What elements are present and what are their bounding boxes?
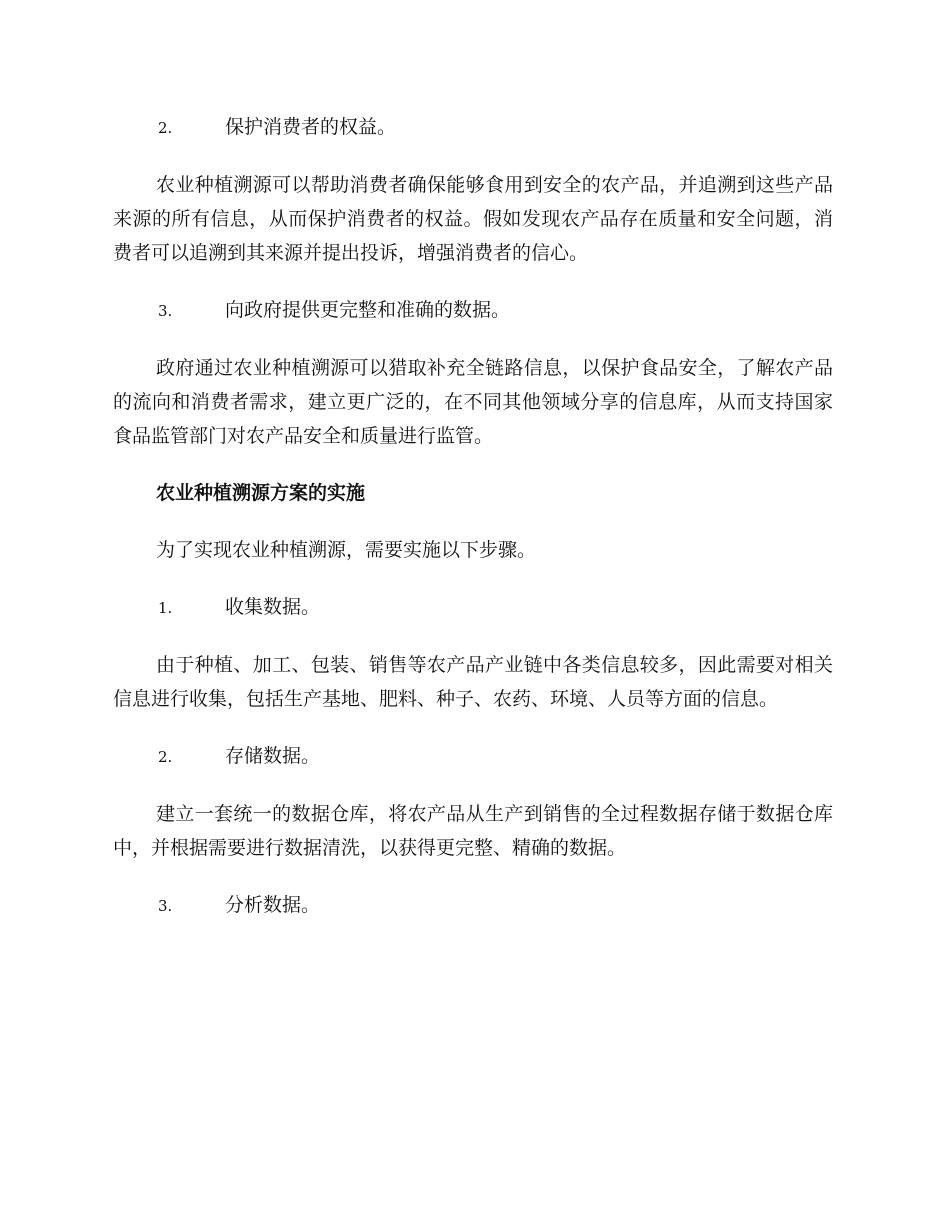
paragraph: 政府通过农业种植溯源可以猎取补充全链路信息，以保护食品安全，了解农产品的流向和消费者需求，建立更广泛的，在不同其他领域分享的信息库，从而支持国家食品监管部门对农产品安全和质量进行监管。 [113, 357, 833, 447]
list-text: 存储数据。 [225, 745, 321, 767]
list-item [113, 293, 833, 328]
list-text: 向政府提供更完整和准确的数据。 [225, 299, 511, 321]
list-number: 2. [158, 748, 173, 766]
paragraph: 由于种植、加工、包装、销售等农产品产业链中各类信息较多，因此需要对相关信息进行收集，包括生产基地、肥料、种子、农药、环境、人员等方面的信息。 [113, 654, 833, 710]
document-body [113, 110, 833, 946]
list-number: 2. [158, 119, 173, 137]
paragraph: 为了实现农业种植溯源，需要实施以下步骤。 [156, 539, 537, 561]
list-number: 3. [158, 302, 173, 320]
paragraph: 农业种植溯源可以帮助消费者确保能够食用到安全的农产品，并追溯到这些产品来源的所有信息，从而保护消费者的权益。假如发现农产品存在质量和安全问题，消费者可以追溯到其来源并提出投诉，增强消费者的信心。 [113, 174, 833, 264]
list-text: 分析数据。 [225, 894, 321, 916]
list-item [113, 110, 833, 145]
list-number: 1. [158, 599, 173, 617]
section-heading: 农业种植溯源方案的实施 [156, 482, 366, 504]
list-item [113, 590, 833, 625]
list-item [113, 739, 833, 774]
list-text: 保护消费者的权益。 [225, 116, 397, 138]
list-item [113, 888, 833, 923]
paragraph: 建立一套统一的数据仓库，将农产品从生产到销售的全过程数据存储于数据仓库中，并根据需要进行数据清洗，以获得更完整、精确的数据。 [113, 803, 833, 859]
list-text: 收集数据。 [225, 596, 321, 618]
list-number: 3. [158, 897, 173, 915]
